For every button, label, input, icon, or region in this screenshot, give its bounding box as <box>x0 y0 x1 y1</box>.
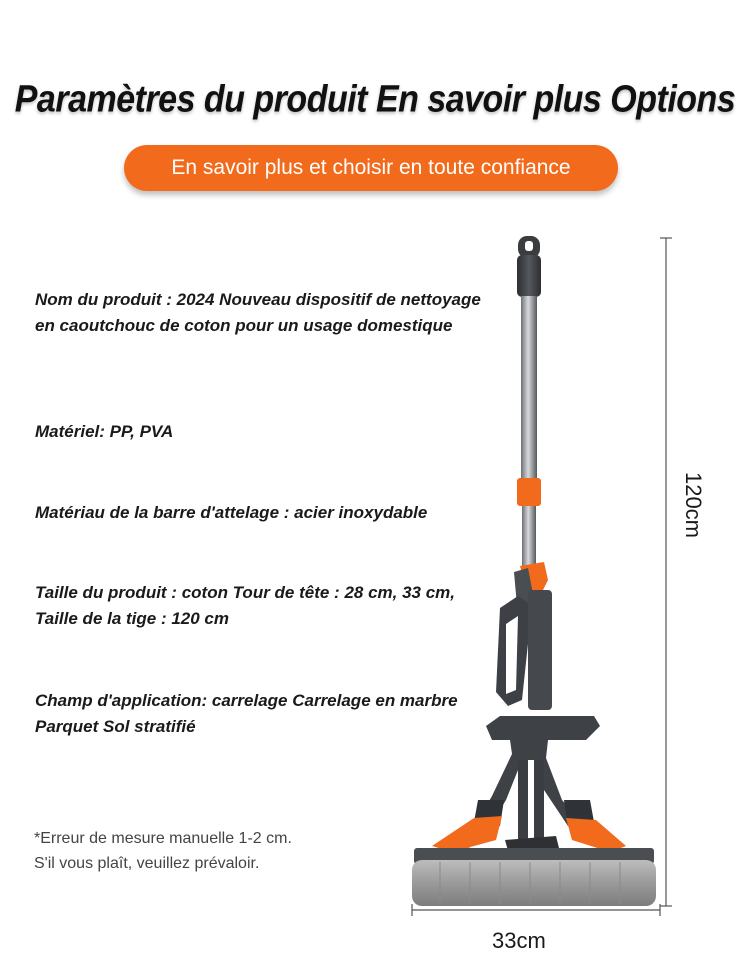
note-line-1: *Erreur de mesure manuelle 1-2 cm. <box>34 830 292 847</box>
confidence-banner: En savoir plus et choisir en toute confiance <box>124 145 618 191</box>
pole-orange-collar <box>517 478 541 506</box>
height-dimension-label: 120cm <box>681 471 707 539</box>
spec-application: Champ d'application: carrelage Carrelage en marbre Parquet Sol stratifié <box>35 691 458 736</box>
sponge-roller <box>412 848 656 906</box>
spec-product-name: Nom du produit : 2024 Nouveau dispositif de nettoyage en caoutchouc de coton pour un usage domestique <box>35 290 481 335</box>
note-line-2: S'il vous plaît, veuillez prévaloir. <box>34 855 260 872</box>
steel-pole <box>521 296 537 480</box>
squeeze-lever <box>496 562 552 710</box>
spec-bar-material: Matériau de la barre d'attelage : acier inoxydable <box>35 503 428 522</box>
steel-pole-lower <box>522 506 536 566</box>
page-title: Paramètres du produit En savoir plus Options <box>14 77 736 121</box>
spec-product-size: Taille du produit : coton Tour de tête : 28 cm, 33 cm, Taille de la tige : 120 cm <box>35 583 456 628</box>
handle-grip <box>517 255 541 297</box>
spec-material: Matériel: PP, PVA <box>35 422 174 441</box>
hanging-hook <box>518 236 540 258</box>
width-dimension-label: 33cm <box>492 928 546 953</box>
height-dimension-line <box>660 238 672 906</box>
